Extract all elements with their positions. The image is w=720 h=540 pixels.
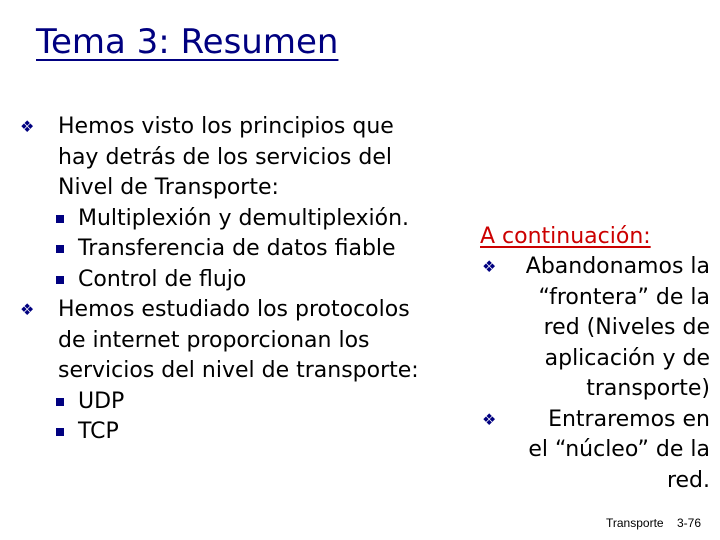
- bullet-line: de internet proporcionan los: [58, 327, 370, 353]
- sub-bullet-text: Control de flujo: [78, 266, 247, 292]
- diamond-bullet-icon: ❖: [20, 117, 35, 136]
- square-bullet-icon: [56, 276, 64, 284]
- sub-bullet-text: UDP: [78, 388, 125, 414]
- sub-bullet-item: [20, 417, 440, 448]
- bullet-line: servicios del nivel de transporte:: [58, 358, 419, 383]
- bullet-line: el “núcleo” de la: [528, 437, 710, 462]
- square-bullet-icon: [56, 398, 64, 406]
- bullet-line: Hemos visto los principios que: [58, 114, 394, 139]
- square-bullet-icon: [56, 428, 64, 436]
- bullet-item: [20, 295, 440, 387]
- square-bullet-icon: [56, 215, 64, 223]
- page-number: 3-76: [677, 516, 702, 530]
- diamond-bullet-icon: ❖: [482, 257, 497, 276]
- sub-bullet-text: TCP: [78, 419, 119, 444]
- diamond-bullet-icon: ❖: [482, 409, 497, 429]
- bullet-line: Entraremos en: [548, 406, 710, 432]
- bullet-line: aplicación y de: [544, 345, 710, 371]
- diamond-bullet-icon: ❖: [20, 300, 35, 319]
- bullet-item: [480, 405, 710, 497]
- bullet-item: [480, 252, 710, 405]
- square-bullet-icon: [56, 245, 64, 253]
- bullet-line: Abandonamos la: [525, 254, 710, 279]
- slide-title: Tema 3: Resumen: [36, 22, 339, 62]
- bullet-line: Hemos estudiado los protocolos: [58, 297, 410, 322]
- sub-bullet-text: Multiplexión y demultiplexión.: [78, 205, 410, 231]
- bullet-line: hay detrás de los servicios del: [58, 144, 392, 170]
- sub-bullet-text: Transferencia de datos fiable: [78, 236, 396, 261]
- bullet-line: red.: [666, 467, 710, 493]
- right-column: [480, 222, 710, 496]
- bullet-line: transporte): [586, 376, 710, 401]
- bullet-line: Nivel de Transporte:: [58, 175, 279, 200]
- footer-label: Transporte: [606, 516, 664, 530]
- sub-bullet-item: [20, 387, 440, 418]
- sub-bullet-item: [20, 265, 440, 296]
- bullet-line: red (Niveles de: [543, 315, 710, 340]
- next-heading: A continuación:: [480, 224, 651, 249]
- sub-bullet-item: [20, 204, 440, 235]
- sub-bullet-item: [20, 234, 440, 265]
- left-column: [20, 112, 440, 448]
- bullet-line: “frontera” de la: [538, 284, 710, 310]
- bullet-item: [20, 112, 440, 204]
